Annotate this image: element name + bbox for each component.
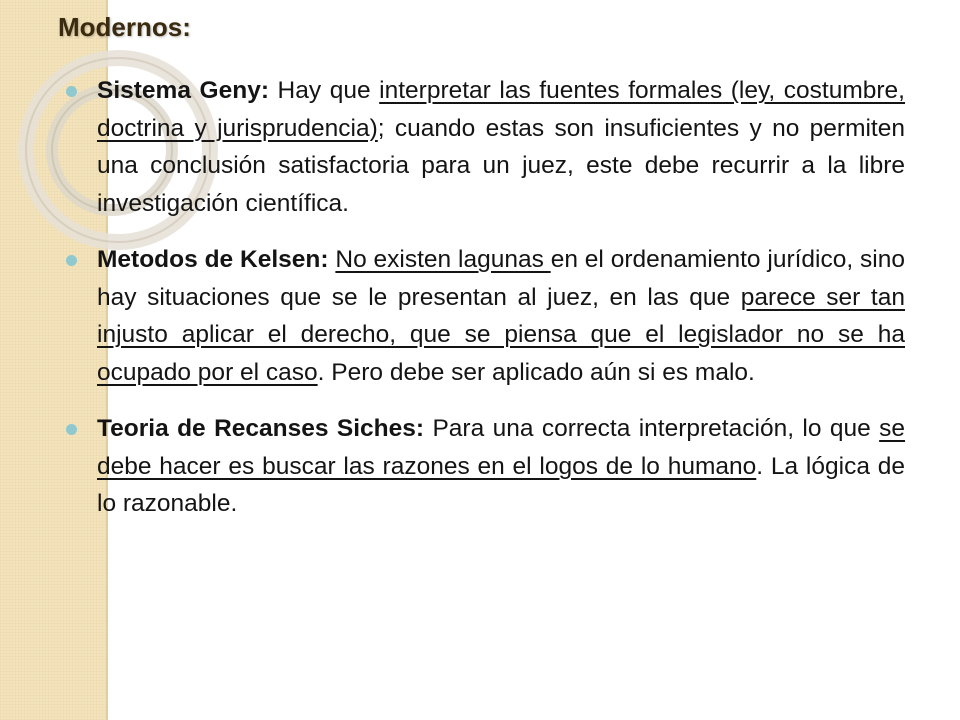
item-text: Hay que [268, 77, 380, 104]
underlined-text: No existen lagunas [335, 246, 551, 273]
slide-title: Modernos: [58, 12, 191, 42]
underlined-text: interpretar las fuentes formales (ley, costumbre, doctrina y jurisprudencia) [97, 77, 905, 142]
item-heading: Teoria de Recanses Siches: [97, 415, 425, 442]
list-item-geny [97, 72, 905, 222]
item-heading: Sistema Geny: [97, 77, 269, 104]
item-text: Para una correcta interpretación, lo que [424, 415, 880, 442]
item-text: ; cuando estas son insuficientes y no permiten una conclusión satisfactoria para un juez, este debe recurrir a la libre investigación científica. [97, 114, 905, 217]
item-text: . Pero debe ser aplicado aún si es malo. [317, 358, 755, 386]
item-heading: Metodos de Kelsen: [97, 246, 329, 273]
slide-content [97, 72, 905, 542]
bullet-icon [66, 255, 77, 266]
item-text: en el ordenamiento jurídico, sino hay situaciones que se le presentan al juez, en las que [97, 246, 905, 311]
bullet-icon [66, 86, 77, 97]
underlined-text: se debe hacer es buscar las razones en el logos de lo humano [97, 415, 906, 480]
underlined-text: parece ser tan injusto aplicar el derecho, que se piensa que el legislador no se ha ocupado por el caso [97, 283, 905, 386]
list-item-kelsen [97, 241, 905, 391]
list-item-recanses [97, 410, 905, 523]
item-text: . La lógica de lo razonable. [97, 452, 905, 517]
bullet-icon [66, 424, 77, 435]
